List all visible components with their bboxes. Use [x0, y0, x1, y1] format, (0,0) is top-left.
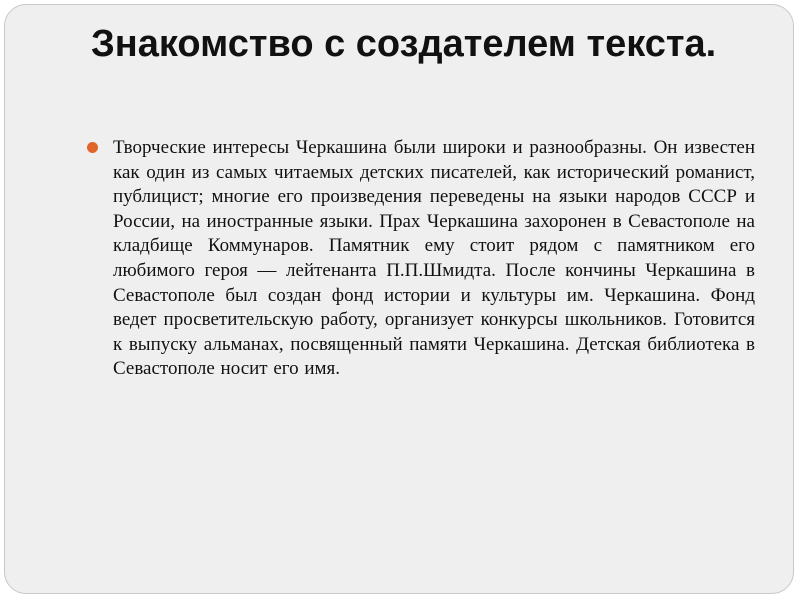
bullet-text: Творческие интересы Черкашина были широки и разнообразны. Он известен как один из самых читаемых детских писателей, как исторический романист, публицист; многие его произведения переведены на языки народов СССР и России, на иностранные языки. Прах Черкашина захоронен в Севастополе на кладбище Коммунаров. Памятник ему стоит рядом с памятником его любимого героя — лейтенанта П.П.Шмидта. После кончины Черкашина в Севастополе был создан фонд истории и культуры им. Черкашина. Фонд ведет просветительскую работу, организует конкурсы школьников. Готовится к выпуску альманах, посвященный памяти Черкашина. Детская библиотека в Севастополе носит его имя. [113, 137, 755, 380]
slide [4, 4, 794, 594]
bullet-item [83, 136, 755, 382]
slide-title: Знакомство с создателем текста. [91, 23, 717, 65]
bullet-list [83, 136, 755, 382]
bullet-dot-icon [87, 142, 98, 153]
